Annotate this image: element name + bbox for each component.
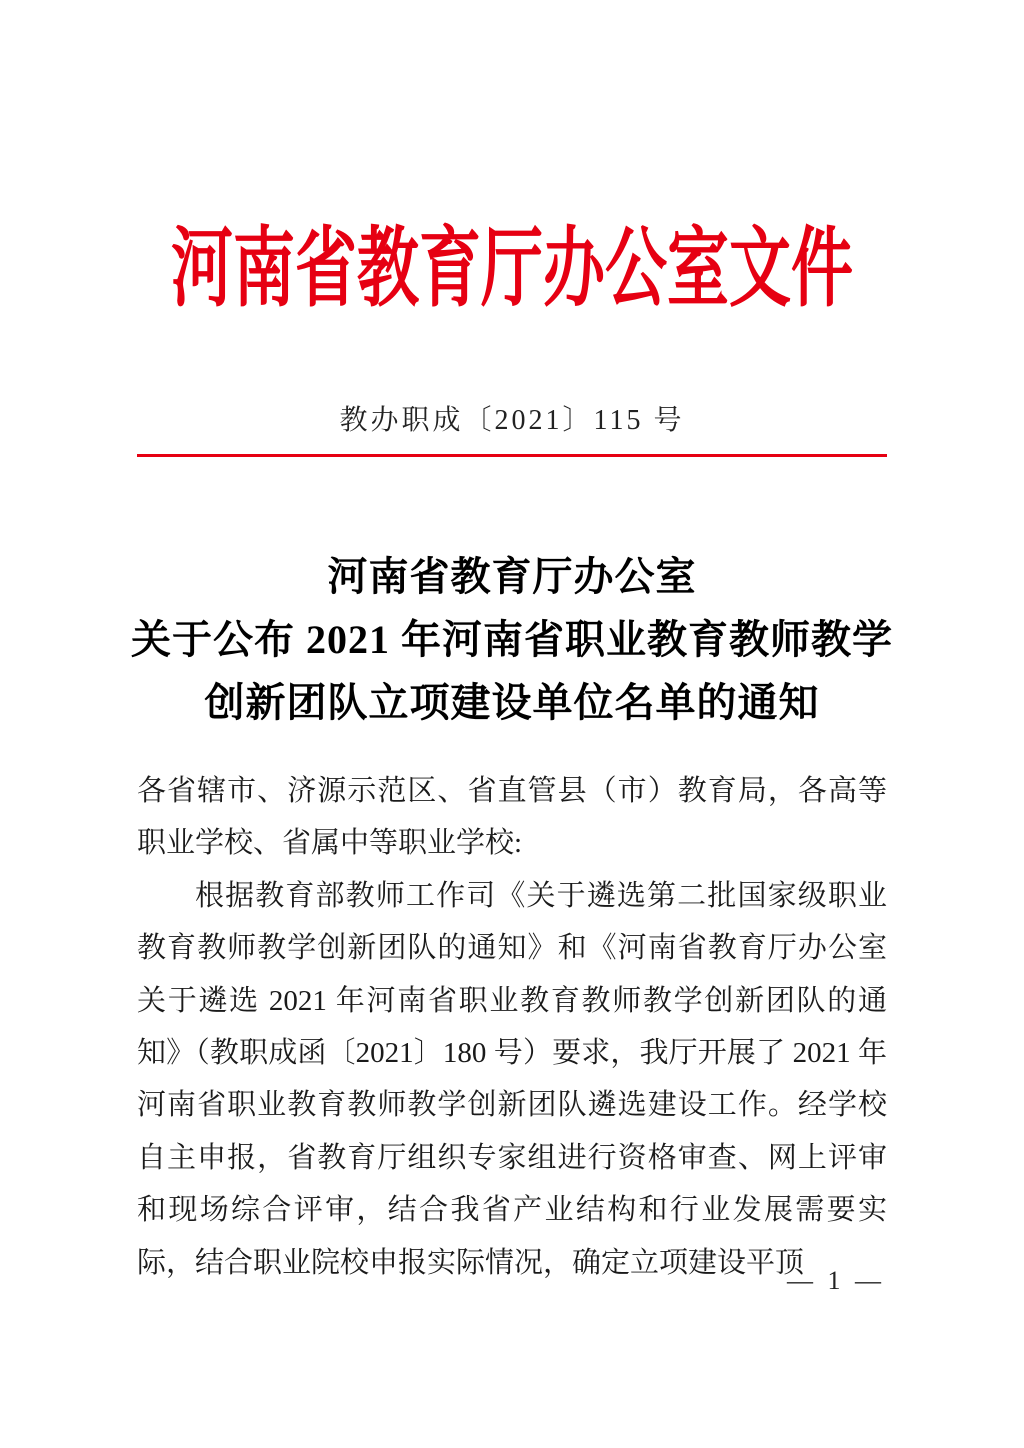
page-number: — 1 — (787, 1266, 885, 1295)
body-paragraph-1: 根据教育部教师工作司《关于遴选第二批国家级职业教育教师教学创新团队的通知》和《河南省教育厅办公室关于遴选 2021 年河南省职业教育教师教学创新团队的通知》（教职成函〔2021〕180 号）要求，我厅开展了 2021 年河南省职业教育教师教学创新团队遴选建设工作。经学校自主申报，省教育厅组织专家组进行资格审查、网上评审和现场综合评审，结合我省产业结构和行业发展需要实际，结合职业院校申报实际情况，确定立项建设平顶 (137, 879, 887, 1279)
notice-title-line-1: 河南省教育厅办公室 (327, 554, 697, 599)
notice-title-line-2: 关于公布 2021 年河南省职业教育教师教学 (131, 617, 893, 662)
document-number: 教办职成〔2021〕115 号 (339, 405, 685, 436)
notice-body (137, 765, 887, 1289)
letterhead-org-title: 河南省教育厅办公室文件 (170, 222, 853, 318)
notice-title-line-3: 创新团队立项建设单位名单的通知 (204, 680, 820, 725)
red-divider-line (137, 454, 887, 457)
salutation-paragraph: 各省辖市、济源示范区、省直管县（市）教育局，各高等职业学校、省属中等职业学校: (137, 775, 887, 860)
notice-title (0, 545, 1024, 734)
